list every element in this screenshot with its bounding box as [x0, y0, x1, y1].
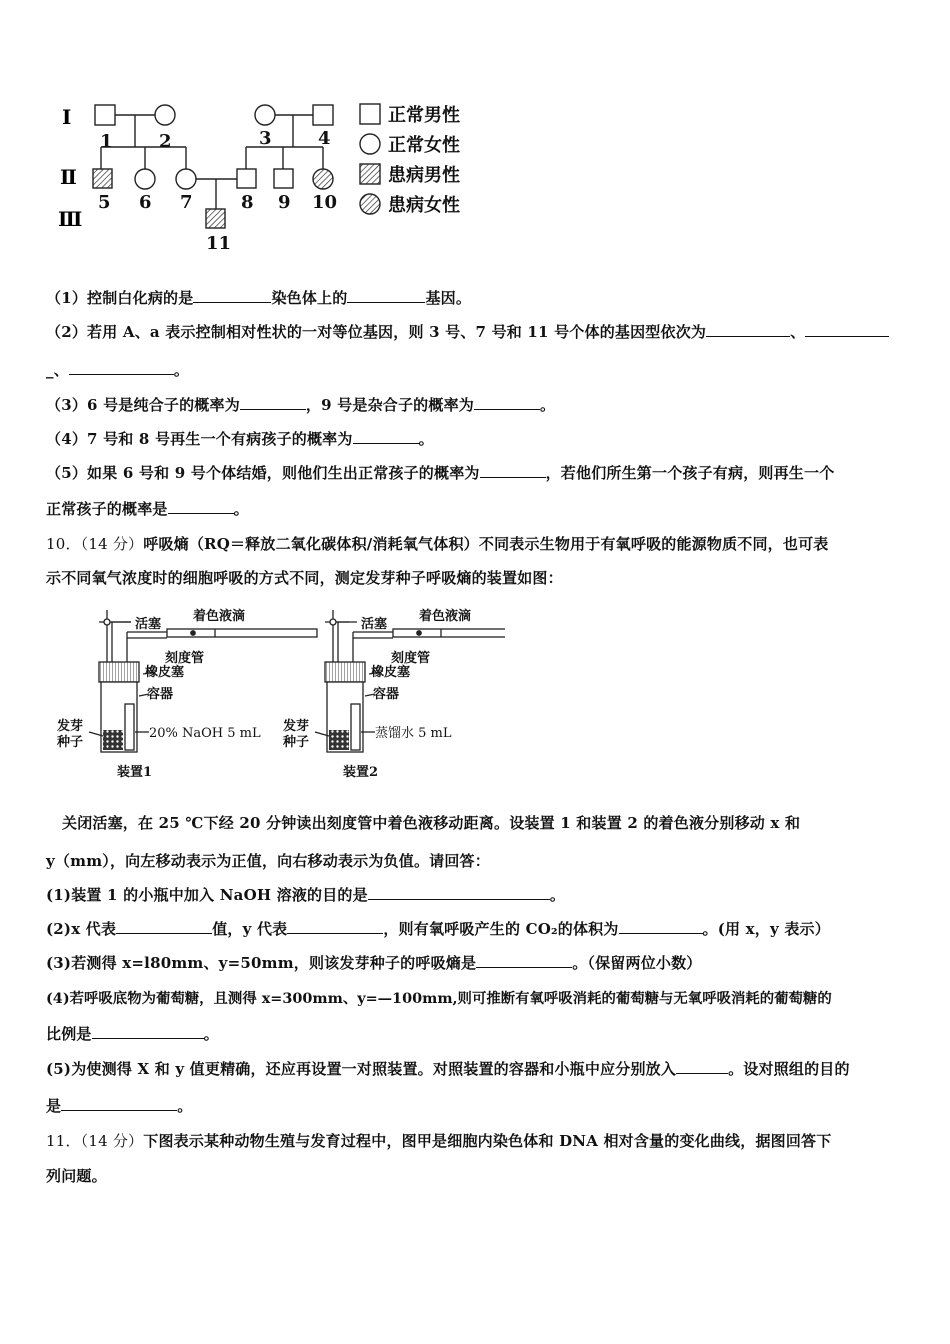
- individual-2-symbol: [155, 105, 175, 125]
- label-stopper: 橡皮塞: [371, 665, 411, 680]
- q10-sub4-text: 比例是: [46, 1025, 92, 1043]
- q9-part3-text: ，9 号是杂合子的概率为: [305, 396, 474, 414]
- legend-symbol: [360, 104, 380, 124]
- q9-part3: [46, 394, 555, 415]
- q10-desc-text: y（mm），向左移动表示为正值，向右移动表示为负值。请回答：: [46, 852, 490, 870]
- answer-blank[interactable]: [69, 360, 174, 375]
- q10-intro: [46, 533, 828, 554]
- legend-symbol: [360, 134, 380, 154]
- q10-sub3: [46, 952, 702, 973]
- individual-1-symbol: [95, 105, 115, 125]
- answer-blank[interactable]: [706, 322, 790, 337]
- legend-label: 患病男性: [388, 165, 460, 186]
- legend-label: 正常男性: [388, 105, 460, 126]
- q10-sub1: [46, 884, 565, 905]
- label-container: 容器: [373, 687, 400, 702]
- q9-part1-text: 染色体上的: [271, 289, 348, 307]
- individual-10-symbol: [313, 169, 333, 189]
- answer-blank[interactable]: [193, 288, 271, 303]
- answer-blank[interactable]: [474, 395, 540, 410]
- individual-number: 3: [259, 128, 272, 149]
- legend-label: 患病女性: [388, 195, 460, 216]
- q9-part4-text: 。: [418, 430, 434, 448]
- answer-blank[interactable]: [240, 395, 306, 410]
- individual-9-symbol: [274, 169, 293, 188]
- answer-blank[interactable]: [116, 919, 212, 934]
- label-container: 容器: [147, 687, 174, 702]
- answer-blank[interactable]: [347, 288, 425, 303]
- q10-desc: [62, 812, 800, 833]
- q10-intro-text: 示不同氧气浓度时的细胞呼吸的方式不同，测定发芽种子呼吸熵的装置如图：: [46, 569, 563, 587]
- q10-desc-text: 关闭活塞，在 25 ℃下经 20 分钟读出刻度管中着色液移动距离。设装置 1 和装置 2 的着色液分别移动 x 和: [62, 814, 801, 832]
- individual-number: 7: [180, 192, 193, 213]
- q9-part2-cont: [46, 359, 189, 380]
- answer-blank[interactable]: [168, 499, 234, 514]
- label-droplet: 着色液滴: [193, 609, 246, 624]
- individual-number: 4: [318, 128, 331, 149]
- individual-number: 9: [278, 192, 291, 213]
- legend-symbol: [360, 194, 380, 214]
- individual-number: 1: [100, 131, 113, 152]
- answer-blank[interactable]: [368, 885, 550, 900]
- q10-sub5-cont: [46, 1095, 192, 1116]
- q9-part4-text: （4）7 号和 8 号再生一个有病孩子的概率为: [46, 430, 353, 448]
- q9-part5-text: 正常孩子的概率是: [46, 500, 168, 518]
- q10-sub4-text: 。: [203, 1025, 219, 1043]
- answer-blank[interactable]: [676, 1059, 728, 1074]
- label-tube: 刻度管: [165, 651, 205, 666]
- q10-sub5-text: 是: [46, 1097, 62, 1115]
- generation-label: Ⅰ: [62, 105, 72, 129]
- q10-sub3-text: 。（保留两位小数）: [572, 954, 702, 972]
- q9-part2-text: 、: [790, 323, 806, 341]
- individual-7-symbol: [176, 169, 196, 189]
- legend-symbol: [360, 164, 380, 184]
- pedigree-chart: [50, 92, 490, 257]
- question-number: 10．（14 分）: [46, 535, 144, 553]
- q10-intro-text: 呼吸熵（RQ＝释放二氧化碳体积/消耗氧气体积）不同表示生物用于有氧呼吸的能源物质不同，也可表: [143, 535, 829, 553]
- q9-part5-cont: [46, 498, 249, 519]
- q9-part2-text: _、: [46, 361, 69, 379]
- individual-5-symbol: [93, 169, 112, 188]
- answer-blank[interactable]: [619, 919, 703, 934]
- respiration-apparatus-figure: [55, 604, 505, 784]
- label-seeds: 发芽: [57, 719, 84, 734]
- q9-part3-text: 。: [539, 396, 556, 414]
- q9-part3-text: （3）6 号是纯合子的概率为: [46, 396, 240, 414]
- q10-sub3-text: (3)若测得 x=l80mm、y=50mm，则该发芽种子的呼吸熵是: [46, 954, 477, 972]
- q9-part2: [46, 321, 889, 342]
- answer-blank[interactable]: [353, 429, 419, 444]
- individual-11-symbol: [206, 209, 225, 228]
- q10-sub2-text: ，则有氧呼吸产生的 CO₂的体积为: [383, 920, 619, 938]
- legend-label: 正常女性: [388, 135, 460, 156]
- answer-blank[interactable]: [92, 1024, 204, 1039]
- q9-part2-text: （2）若用 A、a 表示控制相对性状的一对等位基因，则 3 号、7 号和 11 号个体的基因型依次为: [46, 323, 707, 341]
- question-number: 11．（14 分）: [46, 1132, 144, 1150]
- q11-intro-text: 列问题。: [46, 1167, 107, 1185]
- label-liquid: 20% NaOH 5 mL: [149, 726, 261, 741]
- q9-part1: [46, 287, 471, 308]
- individual-number: 11: [206, 233, 232, 254]
- q10-sub4-text: (4)若呼吸底物为葡萄糖，且测得 x=300mm、y=—100mm,则可推断有氧呼吸消耗的葡萄糖与无氧呼吸消耗的葡萄糖的: [46, 990, 832, 1007]
- q10-intro-cont: [46, 567, 563, 588]
- q9-part1-text: 基因。: [425, 289, 472, 307]
- q9-part5-text: （5）如果 6 号和 9 号个体结婚，则他们生出正常孩子的概率为: [46, 464, 480, 482]
- individual-number: 6: [139, 192, 152, 213]
- q9-part4: [46, 428, 434, 449]
- q11-intro-cont: [46, 1165, 107, 1186]
- answer-blank[interactable]: [61, 1096, 177, 1111]
- label-seeds: 发芽: [283, 719, 310, 734]
- answer-blank[interactable]: [805, 322, 889, 337]
- individual-number: 8: [241, 192, 254, 213]
- individual-4-symbol: [313, 105, 333, 125]
- generation-label: Ⅲ: [58, 207, 83, 231]
- q10-sub5-text: (5)为使测得 X 和 y 值更精确，还应再设置一对照装置。对照装置的容器和小瓶中应分别放入: [46, 1060, 677, 1078]
- q10-desc-cont: [46, 850, 490, 871]
- answer-blank[interactable]: [476, 953, 572, 968]
- label-droplet: 着色液滴: [419, 609, 472, 624]
- q11-intro-text: 下图表示某种动物生殖与发育过程中，图甲是细胞内染色体和 DNA 相对含量的变化曲线，据图回答下: [143, 1132, 832, 1150]
- q9-part1-text: （1）控制白化病的是: [46, 289, 194, 307]
- individual-8-symbol: [237, 169, 256, 188]
- q10-sub4-cont: [46, 1023, 219, 1044]
- individual-number: 2: [159, 131, 172, 152]
- apparatus-caption: 装置1: [117, 765, 153, 780]
- q10-sub1-text: (1)装置 1 的小瓶中加入 NaOH 溶液的目的是: [46, 886, 368, 904]
- apparatus-caption: 装置2: [343, 765, 379, 780]
- individual-6-symbol: [135, 169, 155, 189]
- q9-part5: [46, 462, 834, 483]
- label-stopcock: 活塞: [361, 617, 388, 632]
- seeds-mass: [329, 730, 349, 750]
- q9-part5-text: 。: [233, 500, 249, 518]
- seeds-mass: [103, 730, 123, 750]
- label-stopcock: 活塞: [135, 617, 162, 632]
- q11-intro: [46, 1130, 831, 1151]
- individual-number: 5: [98, 192, 111, 213]
- answer-blank[interactable]: [480, 463, 546, 478]
- q10-sub5-text: 。: [177, 1097, 193, 1115]
- label-seeds: 种子: [57, 735, 84, 750]
- q10-sub2: [46, 918, 830, 939]
- q10-sub2-text: 。(用 x，y 表示）: [702, 920, 830, 938]
- q10-sub2-text: 值，y 代表: [212, 920, 288, 938]
- q10-sub5: [46, 1058, 850, 1079]
- generation-label: Ⅱ: [60, 165, 77, 189]
- q10-sub4: [46, 987, 832, 1008]
- q9-part2-text: 。: [173, 361, 190, 379]
- q10-sub5-text: 。设对照组的目的: [728, 1060, 850, 1078]
- label-seeds: 种子: [283, 735, 310, 750]
- q10-sub2-text: (2)x 代表: [46, 920, 117, 938]
- label-stopper: 橡皮塞: [145, 665, 185, 680]
- individual-number: 10: [312, 192, 338, 213]
- q9-part5-text: ，若他们所生第一个孩子有病，则再生一个: [545, 464, 835, 482]
- label-tube: 刻度管: [391, 651, 431, 666]
- answer-blank[interactable]: [287, 919, 383, 934]
- label-liquid: 蒸馏水 5 mL: [375, 726, 452, 741]
- q10-sub1-text: 。: [549, 886, 566, 904]
- individual-3-symbol: [255, 105, 275, 125]
